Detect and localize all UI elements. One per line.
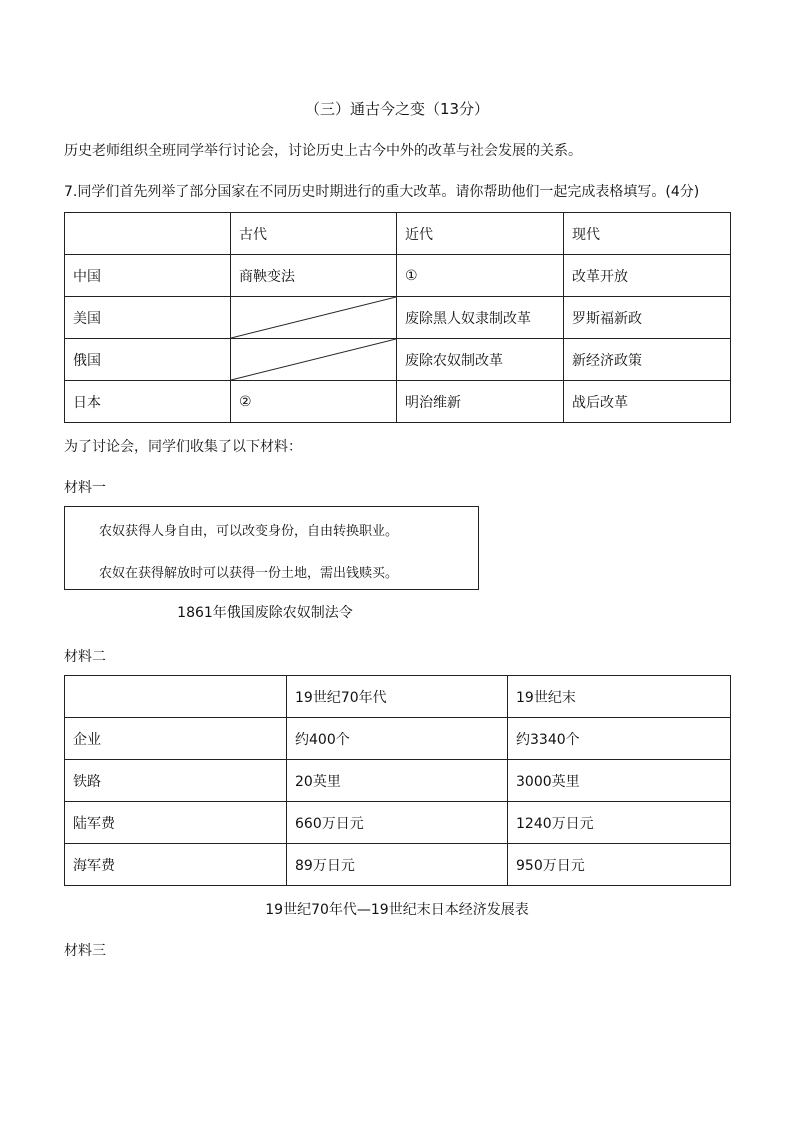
country-cell: 美国	[65, 297, 231, 339]
table-cell: 废除黑人奴隶制改革	[397, 297, 564, 339]
table-header-cell	[65, 213, 231, 255]
table-header-cell	[65, 676, 287, 718]
table-row	[65, 255, 731, 297]
table-cell: 明治维新	[397, 381, 564, 423]
table-header-cell: 19世纪末	[508, 676, 731, 718]
table-cell: 660万日元	[287, 802, 508, 844]
diagonal-empty-cell	[231, 297, 397, 339]
materials-intro: 为了讨论会，同学们收集了以下材料：	[64, 439, 302, 455]
table-cell: 约400个	[287, 718, 508, 760]
table-row	[65, 297, 731, 339]
table-cell: 废除农奴制改革	[397, 339, 564, 381]
table-cell: 20英里	[287, 760, 508, 802]
table-row	[65, 844, 731, 886]
material1-box	[64, 506, 479, 590]
material2-caption: 19世纪70年代—19世纪末日本经济发展表	[265, 902, 529, 918]
material1-line: 农奴在获得解放时可以获得一份土地，需出钱赎买。	[99, 566, 399, 581]
table-header-cell: 现代	[564, 213, 731, 255]
diagonal-empty-cell	[231, 339, 397, 381]
blank-answer-cell[interactable]: ②	[231, 381, 397, 423]
table-row	[65, 339, 731, 381]
country-cell: 日本	[65, 381, 231, 423]
table-header-cell: 近代	[397, 213, 564, 255]
table-cell: 1240万日元	[508, 802, 731, 844]
section-title: （三）通古今之变（13分）	[304, 100, 490, 118]
material2-label: 材料二	[64, 649, 106, 665]
table-cell: 新经济政策	[564, 339, 731, 381]
table-cell: 3000英里	[508, 760, 731, 802]
diagonal-line	[231, 339, 396, 380]
table-row	[65, 802, 731, 844]
question-text: 7.同学们首先列举了部分国家在不同历史时期进行的重大改革。请你帮助他们一起完成表格填写。(4分)	[64, 184, 700, 200]
table-cell: 改革开放	[564, 255, 731, 297]
table-header-row	[65, 213, 731, 255]
table-cell: 罗斯福新政	[564, 297, 731, 339]
table-header-cell: 19世纪70年代	[287, 676, 508, 718]
table-row	[65, 718, 731, 760]
material1-label: 材料一	[64, 480, 106, 496]
table-row	[65, 760, 731, 802]
table-cell: 950万日元	[508, 844, 731, 886]
table-cell: 战后改革	[564, 381, 731, 423]
table-cell: 89万日元	[287, 844, 508, 886]
row-label-cell: 企业	[65, 718, 287, 760]
material1-caption: 1861年俄国废除农奴制法令	[177, 605, 353, 621]
country-cell: 俄国	[65, 339, 231, 381]
intro-text: 历史老师组织全班同学举行讨论会，讨论历史上古今中外的改革与社会发展的关系。	[64, 143, 582, 159]
table-header-cell: 古代	[231, 213, 397, 255]
row-label-cell: 海军费	[65, 844, 287, 886]
table-header-row	[65, 676, 731, 718]
country-cell: 中国	[65, 255, 231, 297]
row-label-cell: 陆军费	[65, 802, 287, 844]
table-cell: 商鞅变法	[231, 255, 397, 297]
row-label-cell: 铁路	[65, 760, 287, 802]
blank-answer-cell[interactable]: ①	[397, 255, 564, 297]
economy-table	[64, 675, 731, 886]
reform-table	[64, 212, 731, 423]
material1-line: 农奴获得人身自由，可以改变身份，自由转换职业。	[99, 524, 399, 539]
table-cell: 约3340个	[508, 718, 731, 760]
material3-label: 材料三	[64, 943, 106, 959]
table-row	[65, 381, 731, 423]
diagonal-line	[231, 297, 396, 338]
